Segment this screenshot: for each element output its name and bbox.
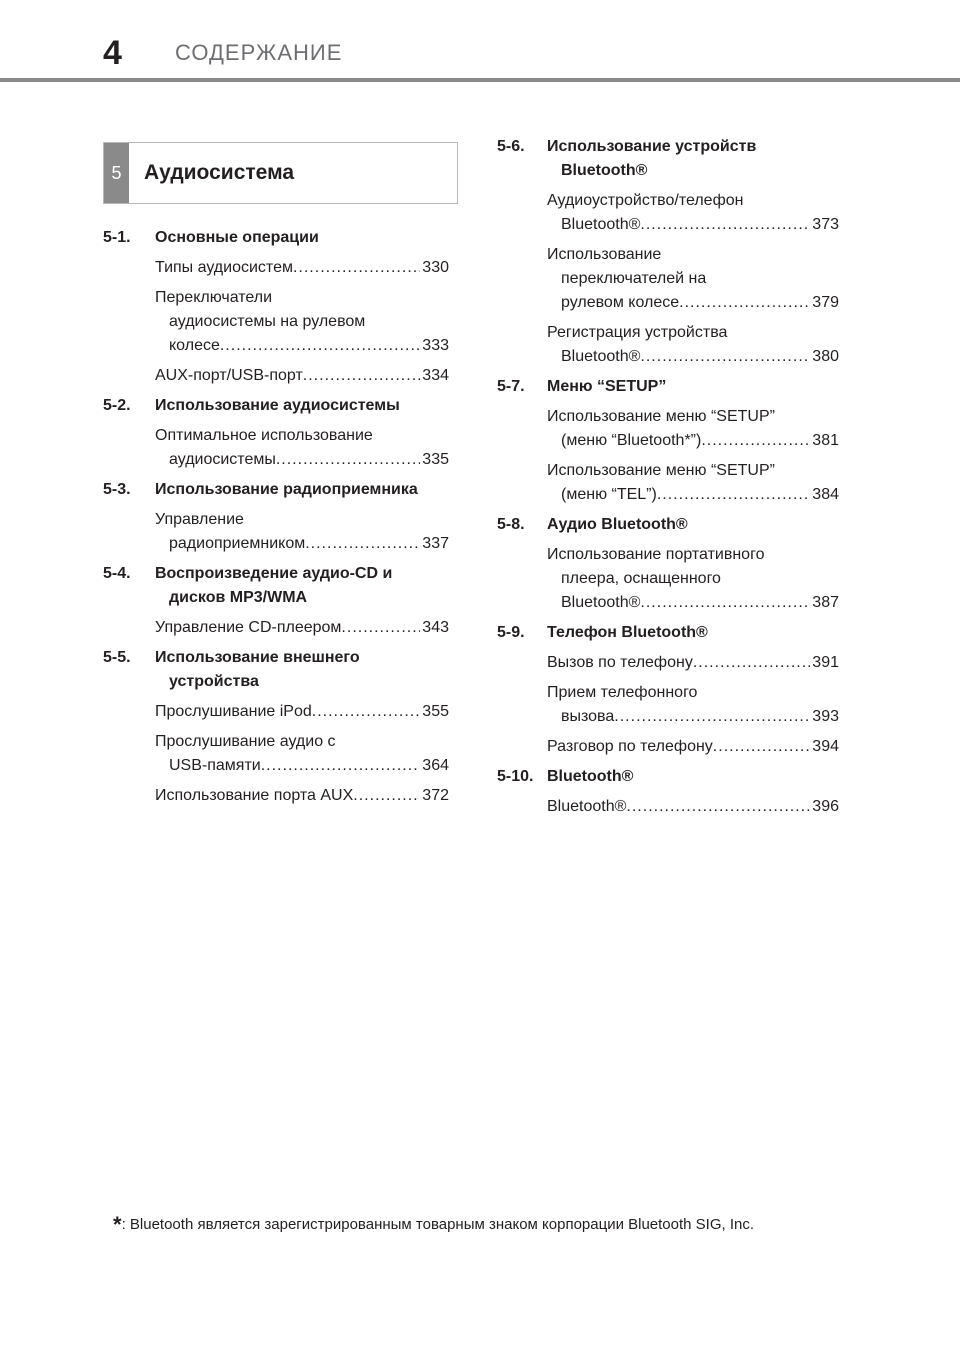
- toc-group-number: 5-4.: [103, 565, 131, 582]
- toc-entry[interactable]: [155, 700, 449, 724]
- toc-entry-line: Прослушивание аудио с: [155, 733, 336, 750]
- dot-leader: [312, 700, 421, 724]
- footnote-marker: *: [113, 1212, 122, 1237]
- toc-entry-final-line: [547, 429, 839, 453]
- dot-leader: [276, 448, 420, 472]
- toc-group-number: 5-5.: [103, 649, 131, 666]
- toc-page-number[interactable]: 333: [422, 337, 449, 354]
- toc-group-title[interactable]: Использование аудиосистемы: [155, 397, 400, 414]
- toc-page-number[interactable]: 381: [812, 432, 839, 449]
- toc-entry-text: вызова: [561, 708, 615, 725]
- toc-entry[interactable]: [547, 543, 839, 615]
- toc-entry-line: Управление: [155, 511, 244, 528]
- toc-group-title[interactable]: Использование радиоприемника: [155, 481, 418, 498]
- toc-left-column: [103, 226, 449, 814]
- toc-group-heading: [497, 621, 839, 645]
- toc-page-number[interactable]: 355: [422, 703, 449, 720]
- toc-entry-line: плеера, оснащенного: [561, 570, 721, 587]
- toc-entry-text: Вызов по телефону: [547, 654, 693, 671]
- toc-entry-text: AUX-порт/USB-порт: [155, 367, 303, 384]
- toc-entry-text: аудиосистемы: [169, 451, 276, 468]
- toc-entry[interactable]: [155, 256, 449, 280]
- toc-entry-final-line: [547, 705, 839, 729]
- toc-group-number: 5-9.: [497, 624, 525, 641]
- toc-group-heading: [103, 226, 449, 250]
- footnote-text: : Bluetooth является зарегистрированным товарным знаком корпорации Bluetooth SIG, Inc.: [121, 1216, 755, 1233]
- toc-group-heading: [103, 562, 449, 610]
- toc-entry[interactable]: [155, 616, 449, 640]
- toc-group-heading: [497, 375, 839, 399]
- toc-page-number[interactable]: 373: [812, 216, 839, 233]
- toc-entry-final-line: [547, 213, 839, 237]
- toc-entry-final-line: [547, 651, 839, 675]
- toc-group: [103, 646, 449, 808]
- toc-entry-final-line: [155, 532, 449, 556]
- toc-entry-line: Использование: [547, 246, 662, 263]
- toc-entry-final-line: [155, 616, 449, 640]
- toc-entry-line: Использование меню “SETUP”: [547, 462, 775, 479]
- toc-entry[interactable]: [547, 321, 839, 369]
- toc-entry[interactable]: [155, 364, 449, 388]
- toc-entry-final-line: [155, 364, 449, 388]
- toc-group: [103, 394, 449, 472]
- dot-leader: [353, 784, 420, 808]
- page-number: 4: [103, 34, 122, 72]
- dot-leader: [293, 256, 420, 280]
- toc-entry[interactable]: [155, 286, 449, 358]
- toc-entry-line: Оптимальное использование: [155, 427, 373, 444]
- toc-entry-text: Bluetooth®: [547, 798, 627, 815]
- toc-group-heading: [497, 135, 839, 183]
- toc-page-number[interactable]: 364: [422, 757, 449, 774]
- dot-leader: [657, 483, 810, 507]
- toc-page-number[interactable]: 396: [812, 798, 839, 815]
- toc-group-number: 5-8.: [497, 516, 525, 533]
- toc-group: [497, 621, 839, 759]
- toc-entry-final-line: [547, 483, 839, 507]
- toc-group-number: 5-7.: [497, 378, 525, 395]
- toc-entry[interactable]: [155, 730, 449, 778]
- toc-entry-text: Bluetooth®: [561, 348, 641, 365]
- toc-page-number[interactable]: 343: [422, 619, 449, 636]
- toc-entry[interactable]: [547, 795, 839, 819]
- dot-leader: [693, 651, 810, 675]
- toc-entry-text: Использование порта AUX: [155, 787, 354, 804]
- toc-group-heading: [103, 394, 449, 418]
- toc-page-number[interactable]: 384: [812, 486, 839, 503]
- toc-entry-final-line: [155, 334, 449, 358]
- toc-page-number[interactable]: 372: [422, 787, 449, 804]
- toc-entry-text: (меню “TEL”): [561, 486, 657, 503]
- toc-entry-text: (меню “Bluetooth*”): [561, 432, 702, 449]
- toc-entry-final-line: [547, 291, 839, 315]
- dot-leader: [640, 213, 810, 237]
- toc-entry-line: Переключатели: [155, 289, 273, 306]
- toc-entry-line: Использование меню “SETUP”: [547, 408, 775, 425]
- dot-leader: [713, 735, 811, 759]
- dot-leader: [701, 429, 810, 453]
- dot-leader: [305, 532, 420, 556]
- toc-group-title[interactable]: Меню “SETUP”: [547, 378, 667, 395]
- toc-entry-text: Bluetooth®: [561, 594, 641, 611]
- toc-group-heading: [103, 478, 449, 502]
- toc-entry-line: Прием телефонного: [547, 684, 698, 701]
- footnote: [113, 1212, 754, 1238]
- toc-entry[interactable]: [547, 243, 839, 315]
- toc-entry-final-line: [547, 735, 839, 759]
- toc-group: [103, 478, 449, 556]
- toc-page-number[interactable]: 330: [422, 259, 449, 276]
- toc-entry-text: рулевом колесе: [561, 294, 680, 311]
- toc-group: [497, 135, 839, 369]
- dot-leader: [640, 591, 810, 615]
- toc-group-number: 5-6.: [497, 138, 525, 155]
- dot-leader: [679, 291, 810, 315]
- dot-leader: [640, 345, 810, 369]
- toc-group-title[interactable]: Воспроизведение аудио-CD и дисков MP3/WMA: [155, 565, 393, 606]
- toc-entry[interactable]: [547, 681, 839, 729]
- toc-group-title[interactable]: Основные операции: [155, 229, 319, 246]
- toc-group-title[interactable]: Использование устройств Bluetooth®: [547, 138, 757, 179]
- header-divider: [0, 78, 960, 82]
- dot-leader: [626, 795, 810, 819]
- dot-leader: [303, 364, 421, 388]
- toc-entry[interactable]: [547, 459, 839, 507]
- toc-page-number[interactable]: 391: [812, 654, 839, 671]
- toc-page-number[interactable]: 334: [422, 367, 449, 384]
- dot-leader: [261, 754, 421, 778]
- toc-page-number[interactable]: 337: [422, 535, 449, 552]
- toc-group: [497, 375, 839, 507]
- toc-group-heading: [497, 765, 839, 789]
- toc-entry[interactable]: [547, 189, 839, 237]
- toc-page-number[interactable]: 394: [812, 738, 839, 755]
- toc-entry-final-line: [547, 345, 839, 369]
- toc-entry-text: USB-памяти: [169, 757, 261, 774]
- toc-group-title[interactable]: Использование внешнего устройства: [155, 649, 360, 690]
- section-number-tab: 5: [104, 143, 129, 203]
- toc-group-title[interactable]: Телефон Bluetooth®: [547, 624, 708, 641]
- toc-entry-line: Использование портативного: [547, 546, 765, 563]
- toc-entry-text: Типы аудиосистем: [155, 259, 293, 276]
- toc-group-number: 5-2.: [103, 397, 131, 414]
- toc-page-number[interactable]: 380: [812, 348, 839, 365]
- toc-group-number: 5-3.: [103, 481, 131, 498]
- toc-entry-text: Разговор по телефону: [547, 738, 713, 755]
- toc-group-title[interactable]: Bluetooth®: [547, 768, 634, 785]
- toc-entry-line: Аудиоустройство/телефон: [547, 192, 744, 209]
- toc-entry-final-line: [547, 591, 839, 615]
- toc-entry-text: Прослушивание iPod: [155, 703, 312, 720]
- toc-page-number[interactable]: 335: [422, 451, 449, 468]
- toc-entry-line: Регистрация устройства: [547, 324, 728, 341]
- toc-group: [497, 765, 839, 819]
- toc-right-column: [497, 135, 839, 825]
- toc-entry-text: Bluetooth®: [561, 216, 641, 233]
- toc-entry[interactable]: [547, 651, 839, 675]
- toc-group: [497, 513, 839, 615]
- section-title: Аудиосистема: [144, 161, 295, 184]
- dot-leader: [341, 616, 420, 640]
- toc-entry-final-line: [155, 784, 449, 808]
- toc-group: [103, 226, 449, 388]
- toc-page-number[interactable]: 387: [812, 594, 839, 611]
- toc-group: [103, 562, 449, 640]
- dot-leader: [614, 705, 810, 729]
- toc-entry[interactable]: [547, 405, 839, 453]
- toc-entry-text: колесе: [169, 337, 220, 354]
- toc-entry-line: аудиосистемы на рулевом: [169, 313, 366, 330]
- toc-entry-text: радиоприемником: [169, 535, 306, 552]
- toc-group-title[interactable]: Аудио Bluetooth®: [547, 516, 688, 533]
- page-header-title: СОДЕРЖАНИЕ: [175, 40, 343, 65]
- toc-entry[interactable]: [547, 735, 839, 759]
- toc-entry-final-line: [155, 700, 449, 724]
- toc-entry[interactable]: [155, 508, 449, 556]
- toc-entry[interactable]: [155, 424, 449, 472]
- toc-group-heading: [497, 513, 839, 537]
- dot-leader: [220, 334, 420, 358]
- toc-entry-final-line: [155, 256, 449, 280]
- toc-group-number: 5-10.: [497, 768, 534, 785]
- section-heading: [103, 142, 458, 204]
- toc-entry-final-line: [155, 448, 449, 472]
- toc-entry-final-line: [547, 795, 839, 819]
- toc-page-number[interactable]: 393: [812, 708, 839, 725]
- toc-page-number[interactable]: 379: [812, 294, 839, 311]
- toc-entry-line: переключателей на: [561, 270, 707, 287]
- toc-group-heading: [103, 646, 449, 694]
- toc-entry-text: Управление CD-плеером: [155, 619, 342, 636]
- toc-group-number: 5-1.: [103, 229, 131, 246]
- toc-entry[interactable]: [155, 784, 449, 808]
- toc-entry-final-line: [155, 754, 449, 778]
